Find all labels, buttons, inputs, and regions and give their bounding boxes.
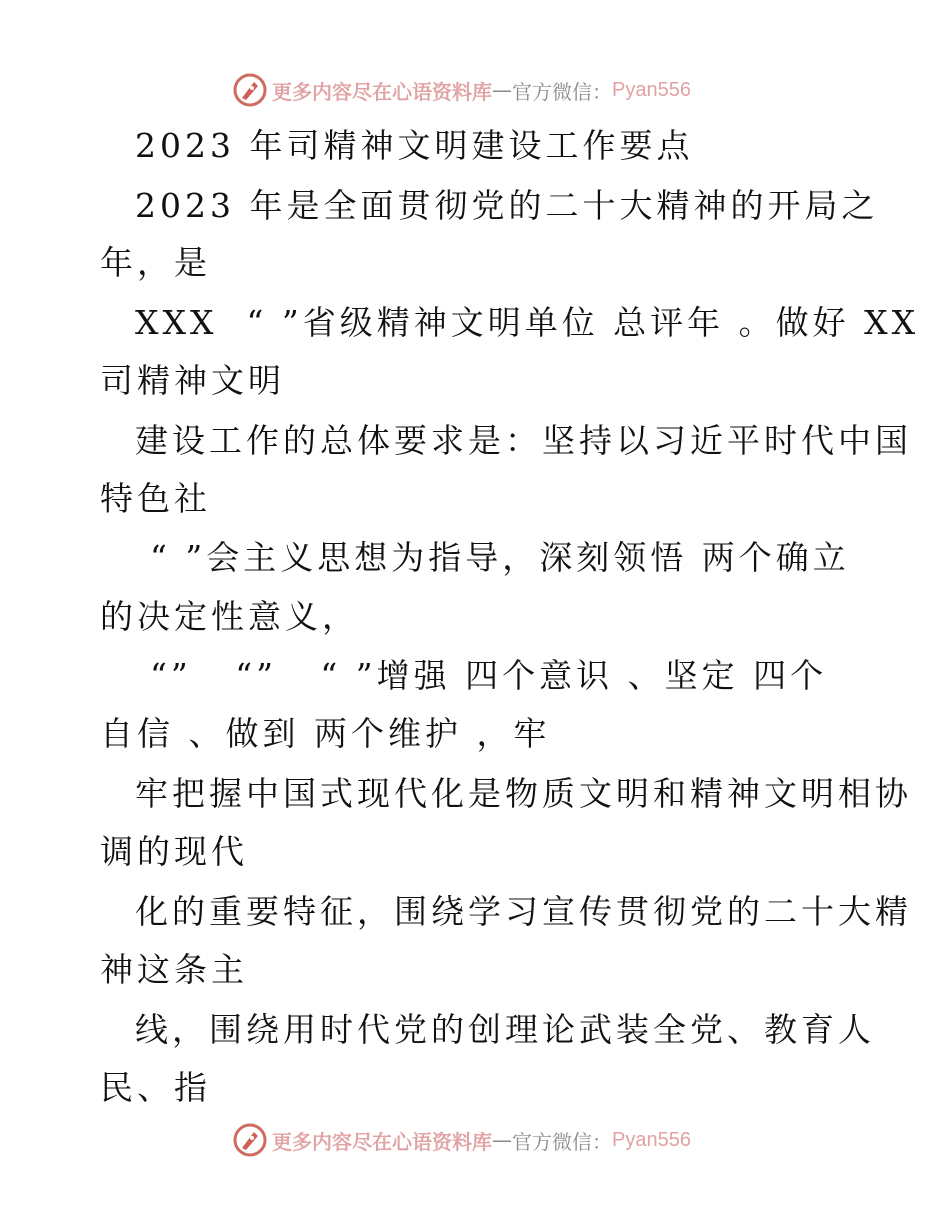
watermark-label: 官方微信： [512,1129,612,1154]
watermark-id: Pyan556 [612,1128,691,1151]
watermark-text: 更多内容尽在心语资料库 [272,1129,492,1154]
watermark-text: 更多内容尽在心语资料库 [272,79,492,104]
paragraph-line: 牢把握中国式现代化是物质文明和精神文明相协 [135,774,912,813]
document-title: 2023 年司精神文明建设工作要点 [135,126,694,165]
paragraph-line: 年，是 [100,243,211,282]
paragraph-line: XXX “ ”省级精神文明单位 总评年 。做好 XX [135,303,920,342]
footer-watermark [232,1120,752,1160]
watermark-dash: — [492,78,512,102]
paragraph-line: “” “” “ ”增强 四个意识 、坚定 四个 [150,656,828,695]
paragraph-line: 线，围绕用时代党的创理论武装全党、教育人 [135,1010,875,1049]
paragraph-line: 司精神文明 [100,361,285,400]
paragraph-line: 建设工作的总体要求是：坚持以习近平时代中国 [135,421,912,460]
paragraph-line: 的决定性意义， [100,597,359,636]
paragraph-line: 化的重要特征，围绕学习宣传贯彻党的二十大精 [135,892,912,931]
paragraph-line: 民、指 [100,1068,211,1107]
paragraph-line: “ ”会主义思想为指导，深刻领悟 两个确立 [150,538,850,577]
paragraph-line: 自信 、做到 两个维护 ，牢 [100,714,551,753]
watermark-label: 官方微信： [512,79,612,104]
pen-nib-logo-icon [232,1122,268,1158]
paragraph-line: 特色社 [100,479,211,518]
paragraph-line: 调的现代 [100,832,248,871]
watermark-dash: — [492,1128,512,1152]
watermark-id: Pyan556 [612,78,691,101]
paragraph-line: 神这条主 [100,950,248,989]
paragraph-line: 2023 年是全面贯彻党的二十大精神的开局之 [135,186,879,225]
